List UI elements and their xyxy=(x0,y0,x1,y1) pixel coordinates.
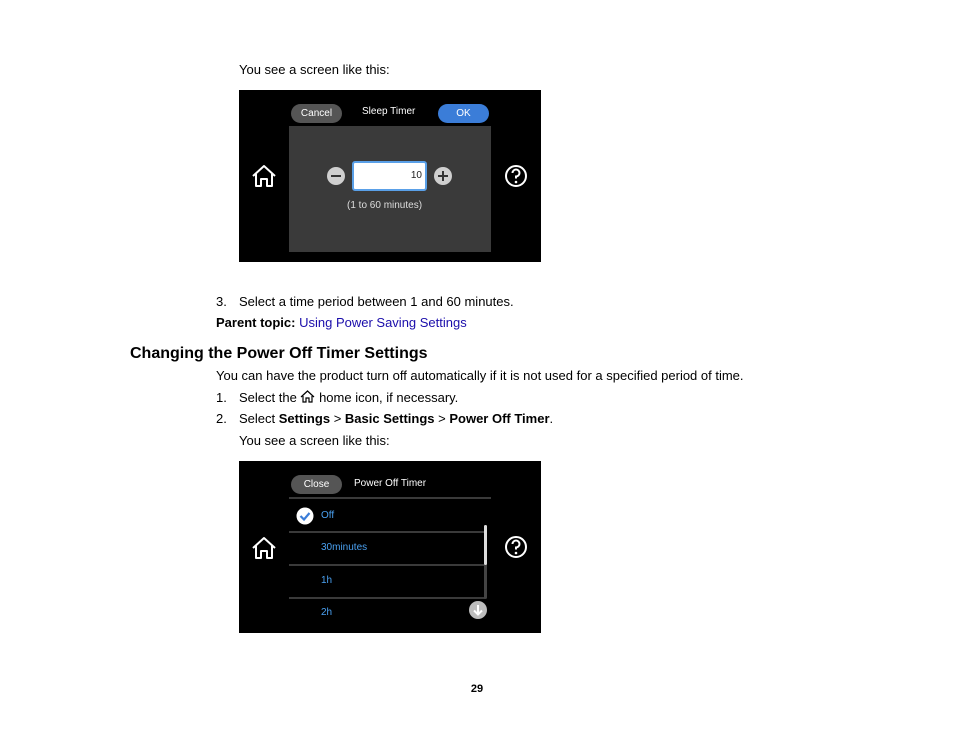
step-1-number: 1. xyxy=(216,390,227,405)
sleep-timer-title: Sleep Timer xyxy=(362,106,416,117)
step-2-text xyxy=(239,411,553,427)
option-2h[interactable]: 2h xyxy=(321,607,333,618)
scroll-down-icon[interactable] xyxy=(468,600,488,620)
step-2-settings: Settings xyxy=(278,411,331,426)
section-heading: Changing the Power Off Timer Settings xyxy=(130,345,428,362)
range-hint: (1 to 60 minutes) xyxy=(347,200,423,211)
help-icon[interactable] xyxy=(504,535,528,559)
intro-text-2: You see a screen like this: xyxy=(239,433,390,448)
power-off-timer-screenshot xyxy=(239,461,541,633)
step-1-text xyxy=(239,390,458,406)
step-2-pre: Select xyxy=(239,411,276,426)
page-number: 29 xyxy=(470,683,484,695)
step-2-gt-2: > xyxy=(438,411,446,426)
step-2-power-off-timer: Power Off Timer xyxy=(449,411,550,426)
row-divider xyxy=(289,564,485,566)
intro-text-1: You see a screen like this: xyxy=(239,62,390,77)
section-description: You can have the product turn off automatically if it is not used for a specified period of time. xyxy=(216,368,744,383)
scrollbar-track[interactable] xyxy=(484,525,487,599)
close-button[interactable]: Close xyxy=(291,475,342,494)
parent-topic-label: Parent topic: xyxy=(216,315,296,330)
parent-topic-link[interactable]: Using Power Saving Settings xyxy=(299,315,467,330)
row-divider xyxy=(289,597,485,599)
step-2-basic-settings: Basic Settings xyxy=(344,411,435,426)
step-2-number: 2. xyxy=(216,411,227,426)
plus-icon[interactable] xyxy=(433,166,453,186)
row-divider xyxy=(289,531,485,533)
scrollbar-thumb[interactable] xyxy=(484,525,487,565)
minus-icon[interactable] xyxy=(326,166,346,186)
help-icon[interactable] xyxy=(504,164,528,188)
ok-button[interactable]: OK xyxy=(438,104,489,123)
step-2-period: . xyxy=(549,411,554,426)
cancel-button[interactable]: Cancel xyxy=(291,104,342,123)
power-off-timer-title: Power Off Timer xyxy=(354,478,427,489)
option-off[interactable]: Off xyxy=(321,510,335,521)
home-icon[interactable] xyxy=(251,164,277,188)
sleep-timer-screenshot xyxy=(239,90,541,262)
step-1-post: home icon, if necessary. xyxy=(319,390,459,405)
inline-home-icon xyxy=(300,390,315,403)
step-2-gt-1: > xyxy=(333,411,342,426)
home-icon[interactable] xyxy=(251,536,277,560)
checkmark-icon xyxy=(296,507,314,525)
option-30minutes[interactable]: 30minutes xyxy=(321,542,368,553)
step-3-text: Select a time period between 1 and 60 minutes. xyxy=(239,294,514,309)
settings-panel xyxy=(289,126,491,252)
parent-topic xyxy=(216,315,467,331)
step-3-number: 3. xyxy=(216,294,227,309)
minutes-input[interactable]: 10 xyxy=(352,161,427,191)
step-1-pre: Select the xyxy=(239,390,297,405)
option-1h[interactable]: 1h xyxy=(321,575,333,586)
header-divider xyxy=(289,497,491,499)
